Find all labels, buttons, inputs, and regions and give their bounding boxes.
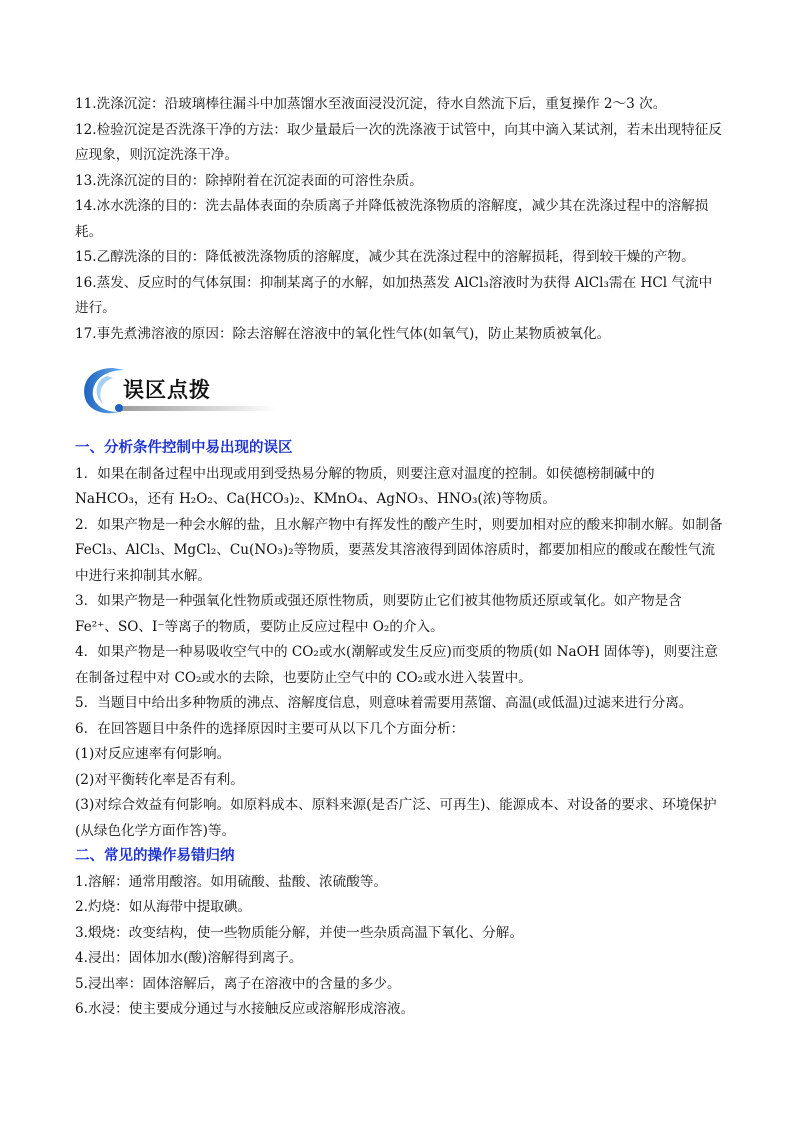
item-16: 16.蒸发、反应时的气体氛围：抑制某离子的水解，如加热蒸发 AlCl₃溶液时为获得 AlCl₃需在 HCl 气流中进行。 xyxy=(75,274,713,316)
item-17: 17.事先煮沸溶液的原因：除去溶解在溶液中的氧化性气体(如氧气)，防止某物质被氧化。 xyxy=(75,325,611,342)
section-banner xyxy=(73,360,283,420)
operation-3: 3.煅烧：改变结构，使一些物质能分解，并使一些杂质高温下氧化、分解。 xyxy=(75,924,523,941)
section-operations-1 xyxy=(75,92,725,347)
pitfall-6-2: (2)对平衡转化率是否有利。 xyxy=(75,771,244,788)
operation-4: 4.浸出：固体加水(酸)溶解得到离子。 xyxy=(75,950,303,966)
banner-title: 误区点拨 xyxy=(123,378,211,402)
pitfall-6-3: (3)对综合效益有何影响。如原料成本、原料来源(是否广泛、可再生)、能源成本、对设备的要求、环境保护(从绿色化学方面作答)等。 xyxy=(75,797,717,839)
pitfall-6: 6．在回答题目中条件的选择原因时主要可从以下几个方面分析： xyxy=(75,720,465,737)
pitfall-5: 5．当题目中给出多种物质的沸点、溶解度信息，则意味着需要用蒸馏、高温(或低温)过滤来进行分离。 xyxy=(75,695,693,711)
operation-6: 6.水浸：使主要成分通过与水接触反应或溶解形成溶液。 xyxy=(75,1001,415,1017)
pitfall-4: 4．如果产物是一种易吸收空气中的 CO₂或水(潮解或发生反应)而变质的物质(如 NaOH 固体等)，则要注意在制备过程中对 CO₂或水的去除，也要防止空气中的 CO₂或水进入装置中。 xyxy=(75,644,718,686)
item-12: 12.检验沉淀是否洗涤干净的方法：取少量最后一次的洗涤液于试管中，向其中滴入某试剂，若未出现特征反应现象，则沉淀洗涤干净。 xyxy=(75,121,722,163)
operation-1: 1.溶解：通常用酸溶。如用硫酸、盐酸、浓硫酸等。 xyxy=(75,873,388,890)
section-pitfalls xyxy=(75,436,725,1023)
operation-5: 5.浸出率：固体溶解后，离子在溶液中的含量的多少。 xyxy=(75,975,401,992)
item-15: 15.乙醇洗涤的目的：降低被洗涤物质的溶解度，减少其在洗涤过程中的溶解损耗，得到较干燥的产物。 xyxy=(75,249,695,265)
pitfall-3: 3．如果产物是一种强氧化性物质或强还原性物质，则要防止它们被其他物质还原或氧化。如产物是含 Fe²⁺、SO、I⁻等离子的物质，要防止反应过程中 O₂的介入。 xyxy=(75,593,682,635)
item-11: 11.洗涤沉淀：沿玻璃棒往漏斗中加蒸馏水至液面浸没沉淀，待水自然流下后，重复操作 2～3 次。 xyxy=(75,96,667,112)
heading-pitfalls: 一、分析条件控制中易出现的误区 xyxy=(75,440,293,456)
pitfall-6-1: (1)对反应速率有何影响。 xyxy=(75,746,231,762)
pitfall-2: 2．如果产物是一种会水解的盐，且水解产物中有挥发性的酸产生时，则要加相对应的酸来抑制水解。如制备 FeCl₃、AlCl₃、MgCl₂、Cu(NO₃)₂等物质，要蒸发其溶液得到固体溶质时，都要加相应的酸或在酸性气流中进行来抑制其水解。 xyxy=(75,516,723,584)
item-13: 13.洗涤沉淀的目的：除掉附着在沉淀表面的可溶性杂质。 xyxy=(75,172,423,189)
heading-operations: 二、常见的操作易错归纳 xyxy=(75,848,235,864)
operation-2: 2.灼烧：如从海带中提取碘。 xyxy=(75,899,252,915)
item-14: 14.冰水洗涤的目的：洗去晶体表面的杂质离子并降低被洗涤物质的溶解度，减少其在洗涤过程中的溶解损耗。 xyxy=(75,198,709,240)
pitfall-1: 1．如果在制备过程中出现或用到受热易分解的物质，则要注意对温度的控制。如侯德榜制碱中的 NaHCO₃，还有 H₂O₂、Ca(HCO₃)₂、KMnO₄、AgNO₃、HNO₃(浓)等物质。 xyxy=(75,465,655,507)
